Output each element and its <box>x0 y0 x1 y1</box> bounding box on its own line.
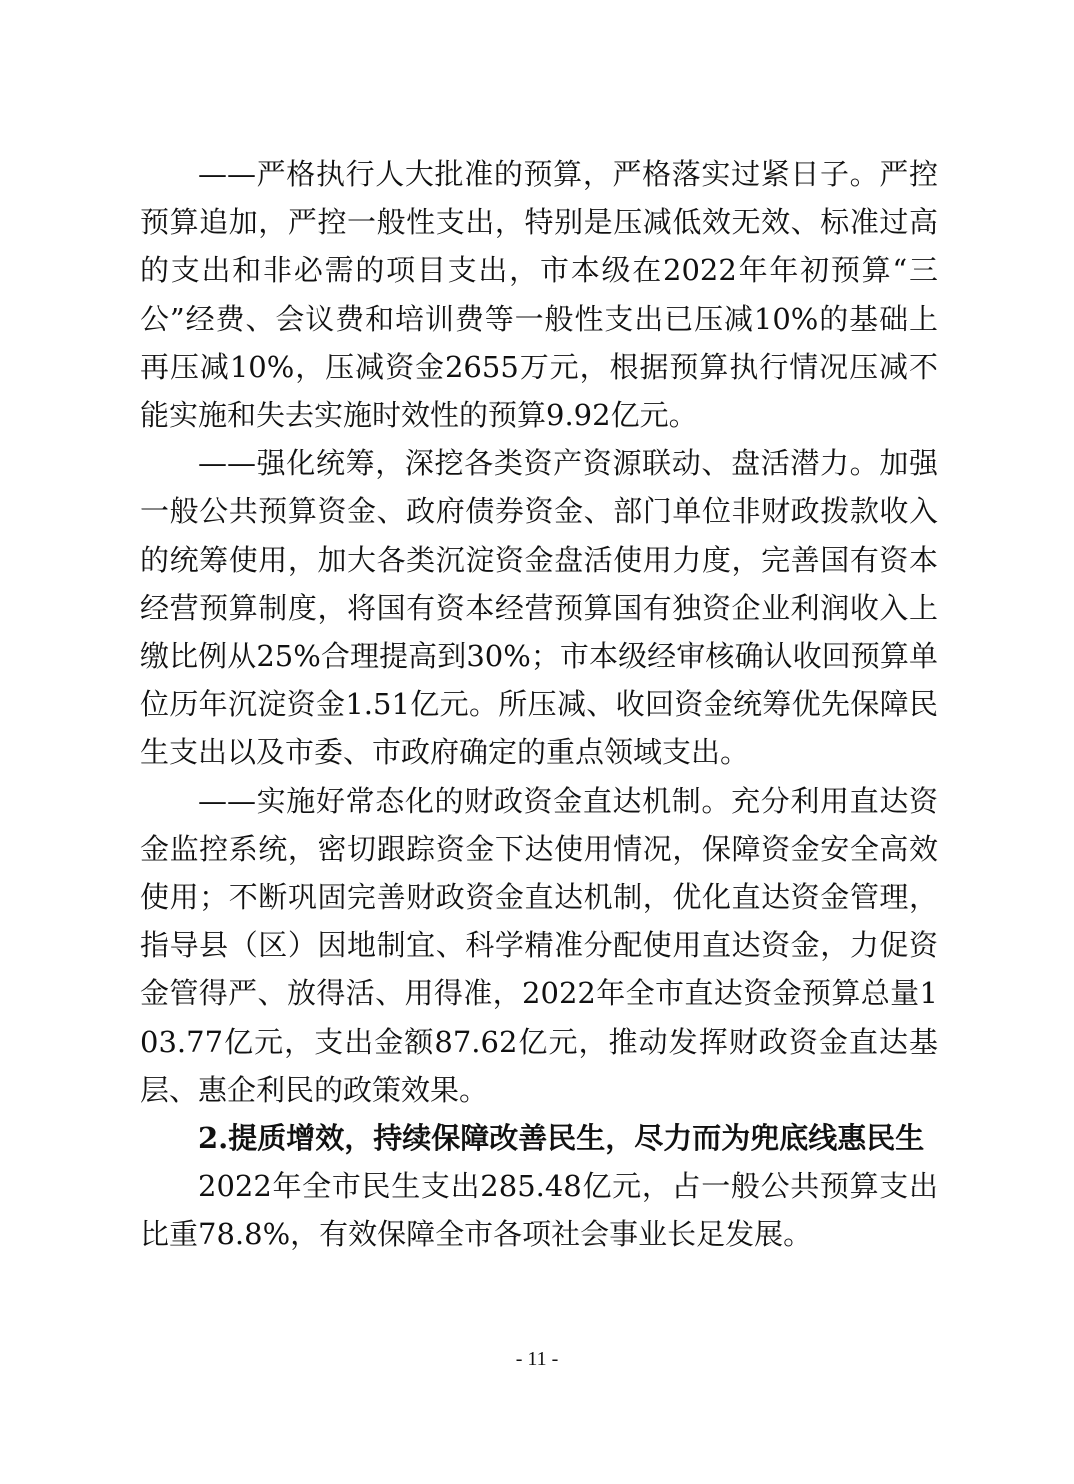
paragraph-direct-funds-mechanism: ——实施好常态化的财政资金直达机制。充分利用直达资金监控系统，密切跟踪资金下达使用情况，保障资金安全高效使用；不断巩固完善财政资金直达机制，优化直达资金管理，指导县（区）因地制宜、科学精准分配使用直达资金，力促资金管得严、放得活、用得准，2022年全市直达资金预算总量103.77亿元，支出金额87.62亿元，推动发挥财政资金直达基层、惠企利民的政策效果。 <box>140 783 938 1107</box>
body-text <box>140 150 938 1259</box>
paragraph-resource-coordination: ——强化统筹，深挖各类资产资源联动、盘活潜力。加强一般公共预算资金、政府债券资金、部门单位非财政拨款收入的统筹使用，加大各类沉淀资金盘活使用力度，完善国有资本经营预算制度，将国有资本经营预算国有独资企业利润收入上缴比例从25%合理提高到30%；市本级经审核确认收回预算单位历年沉淀资金1.51亿元。所压减、收回资金统筹优先保障民生支出以及市委、市政府确定的重点领域支出。 <box>140 446 938 770</box>
page-number: - 11 - <box>515 1348 559 1370</box>
section-heading: 2.提质增效，持续保障改善民生，尽力而为兜底线惠民生 <box>198 1121 925 1156</box>
paragraph-livelihood-spending: 2022年全市民生支出285.48亿元，占一般公共预算支出比重78.8%，有效保障全市各项社会事业长足发展。 <box>140 1169 938 1252</box>
paragraph-budget-execution: ——严格执行人大批准的预算，严格落实过紧日子。严控预算追加，严控一般性支出，特别是压减低效无效、标准过高的支出和非必需的项目支出，市本级在2022年年初预算“三公”经费、会议费和培训费等一般性支出已压减10%的基础上再压减10%，压减资金2655万元，根据预算执行情况压减不能实施和失去实施时效性的预算9.92亿元。 <box>140 157 938 433</box>
